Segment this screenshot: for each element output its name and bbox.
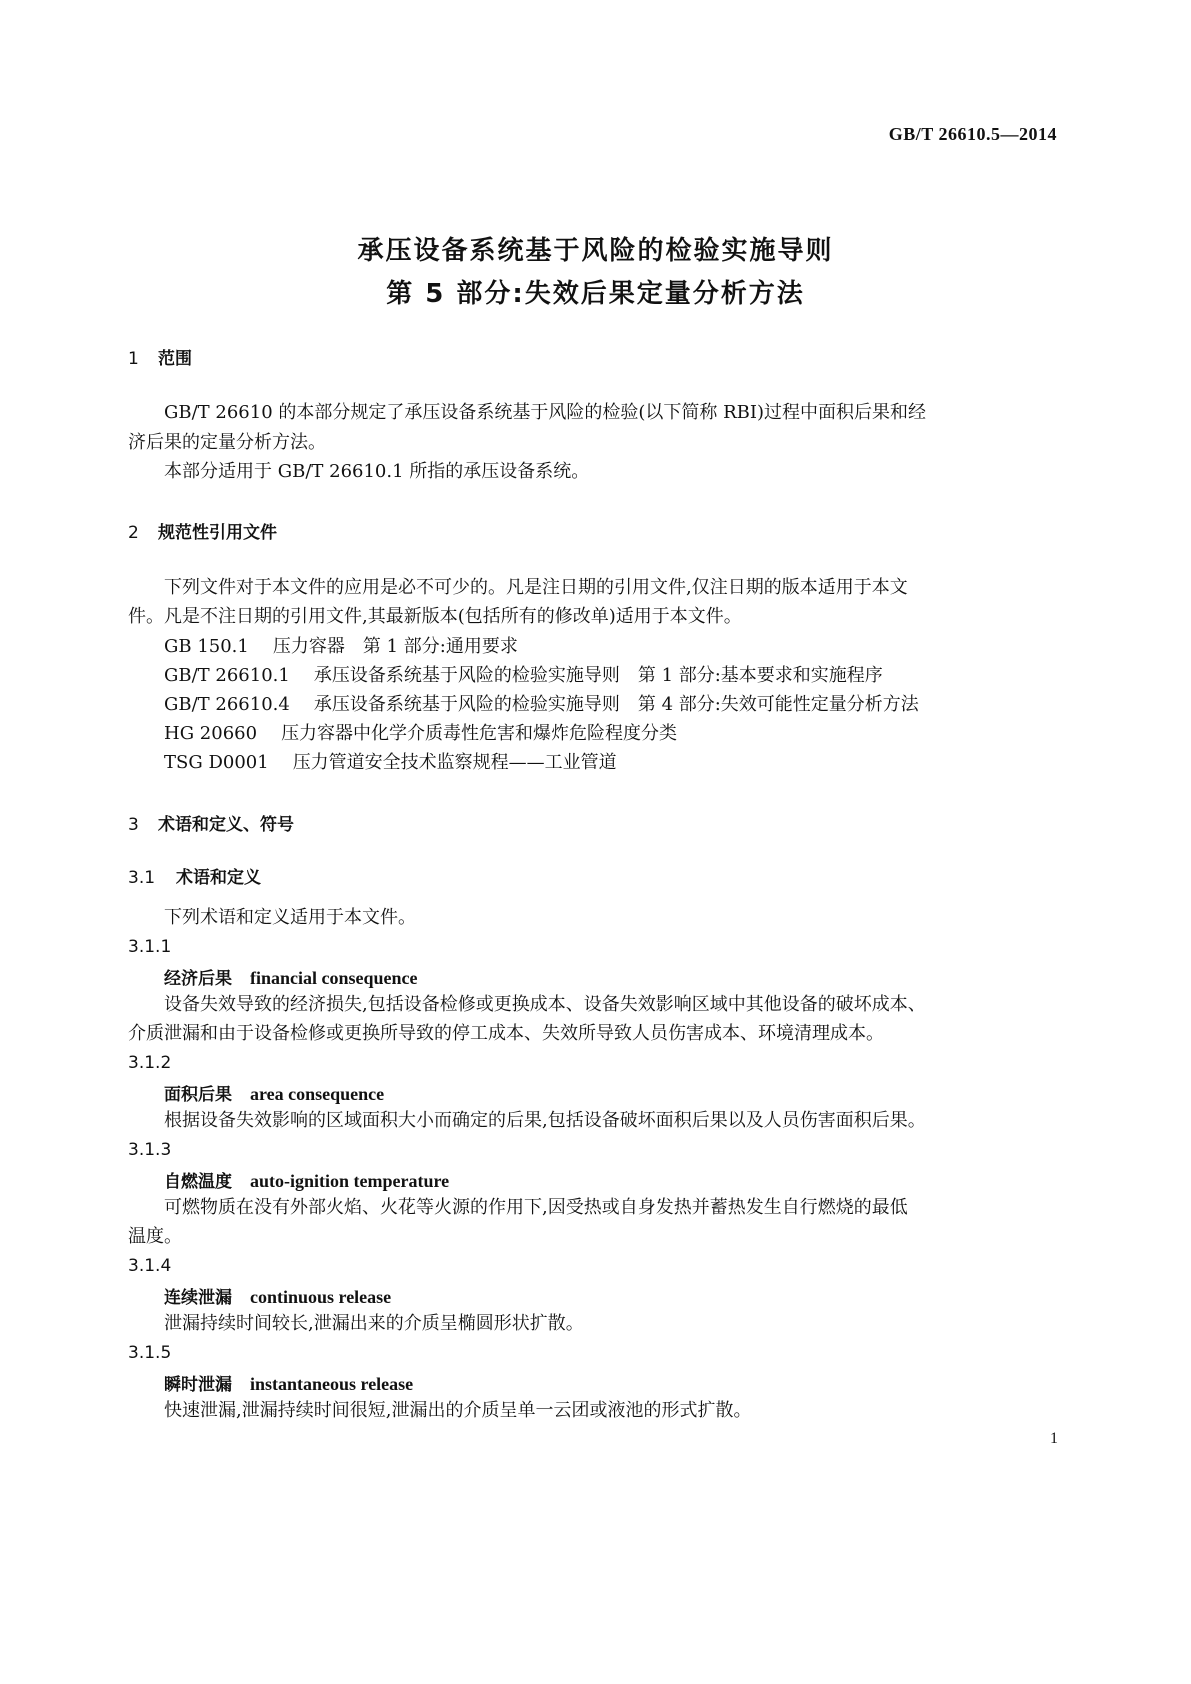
- term-definition-line1: 快速泄漏,泄漏持续时间很短,泄漏出的介质呈单一云团或液池的形式扩散。: [164, 1400, 752, 1421]
- section-3-heading: [128, 810, 294, 835]
- s3-intro: 下列术语和定义适用于本文件。: [164, 907, 416, 928]
- term-english: continuous release: [250, 1287, 392, 1307]
- term-english: instantaneous release: [250, 1374, 414, 1394]
- section-number: 1: [128, 349, 139, 369]
- term-heading: [164, 1167, 449, 1192]
- reference-code: GB 150.1: [164, 636, 249, 657]
- term-number: 3.1.5: [128, 1343, 172, 1363]
- term-english: auto-ignition temperature: [250, 1171, 450, 1191]
- s1-paragraph2: 本部分适用于 GB/T 26610.1 所指的承压设备系统。: [164, 461, 590, 482]
- term-heading: [164, 1283, 391, 1308]
- term-chinese: 瞬时泄漏: [164, 1375, 232, 1395]
- reference-title: 承压设备系统基于风险的检验实施导则 第 1 部分:基本要求和实施程序: [313, 665, 883, 686]
- reference-item: [164, 719, 677, 749]
- term-number: 3.1.2: [128, 1053, 172, 1073]
- term-definition-line2: 介质泄漏和由于设备检修或更换所导致的停工成本、失效所导致人员伤害成本、环境清理成本。: [128, 1023, 884, 1044]
- page-number: 1: [1050, 1430, 1058, 1447]
- term-heading: [164, 1080, 384, 1105]
- term-heading: [164, 964, 418, 989]
- term-number: 3.1.4: [128, 1256, 172, 1276]
- reference-item: [164, 661, 883, 691]
- subsection-number: 3.1: [128, 868, 156, 888]
- term-heading: [164, 1370, 413, 1395]
- section-2-heading: [128, 518, 277, 543]
- term-english: financial consequence: [250, 968, 418, 988]
- reference-code: GB/T 26610.1: [164, 665, 290, 686]
- s2-paragraph-line2: 件。凡是不注日期的引用文件,其最新版本(包括所有的修改单)适用于本文件。: [128, 606, 742, 627]
- s2-paragraph-line1: 下列文件对于本文件的应用是必不可少的。凡是注日期的引用文件,仅注日期的版本适用于本文: [164, 577, 908, 598]
- reference-code: TSG D0001: [164, 752, 269, 773]
- reference-code: HG 20660: [164, 723, 258, 744]
- term-chinese: 经济后果: [164, 969, 232, 989]
- term-chinese: 连续泄漏: [164, 1288, 232, 1308]
- reference-item: [164, 690, 919, 720]
- term-number: 3.1.3: [128, 1140, 172, 1160]
- term-definition-line2: 温度。: [128, 1226, 182, 1247]
- section-number: 3: [128, 815, 139, 835]
- reference-item: [164, 748, 617, 778]
- term-definition-line1: 设备失效导致的经济损失,包括设备检修或更换成本、设备失效影响区域中其他设备的破坏成本、: [164, 994, 926, 1015]
- reference-title: 承压设备系统基于风险的检验实施导则 第 4 部分:失效可能性定量分析方法: [313, 694, 919, 715]
- term-chinese: 自燃温度: [164, 1172, 232, 1192]
- term-definition-line1: 泄漏持续时间较长,泄漏出来的介质呈椭圆形状扩散。: [164, 1313, 584, 1334]
- reference-title: 压力容器中化学介质毒性危害和爆炸危险程度分类: [281, 723, 678, 744]
- section-title: 范围: [158, 349, 192, 369]
- section-1-heading: [128, 344, 192, 369]
- term-english: area consequence: [250, 1084, 385, 1104]
- term-chinese: 面积后果: [164, 1085, 232, 1105]
- section-title: 术语和定义、符号: [158, 815, 294, 835]
- document-title-line2: 第 5 部分:失效后果定量分析方法: [386, 279, 805, 309]
- subsection-3-1-heading: [128, 863, 261, 888]
- s1-paragraph1-line1: GB/T 26610 的本部分规定了承压设备系统基于风险的检验(以下简称 RBI)过程中面积后果和经: [164, 402, 927, 423]
- s1-paragraph1-line2: 济后果的定量分析方法。: [128, 432, 326, 453]
- subsection-title: 术语和定义: [176, 868, 261, 888]
- section-title: 规范性引用文件: [158, 523, 277, 543]
- term-number: 3.1.1: [128, 937, 172, 957]
- standard-number: GB/T 26610.5—2014: [888, 124, 1057, 144]
- document-title-line1: 承压设备系统基于风险的检验实施导则: [357, 236, 834, 266]
- reference-title: 压力管道安全技术监察规程——工业管道: [292, 752, 617, 773]
- term-definition-line1: 可燃物质在没有外部火焰、火花等火源的作用下,因受热或自身发热并蓄热发生自行燃烧的最低: [164, 1197, 908, 1218]
- section-number: 2: [128, 523, 139, 543]
- reference-title: 压力容器 第 1 部分:通用要求: [272, 636, 518, 657]
- reference-code: GB/T 26610.4: [164, 694, 290, 715]
- term-definition-line1: 根据设备失效影响的区域面积大小而确定的后果,包括设备破坏面积后果以及人员伤害面积后果。: [164, 1110, 926, 1131]
- reference-item: [164, 632, 518, 662]
